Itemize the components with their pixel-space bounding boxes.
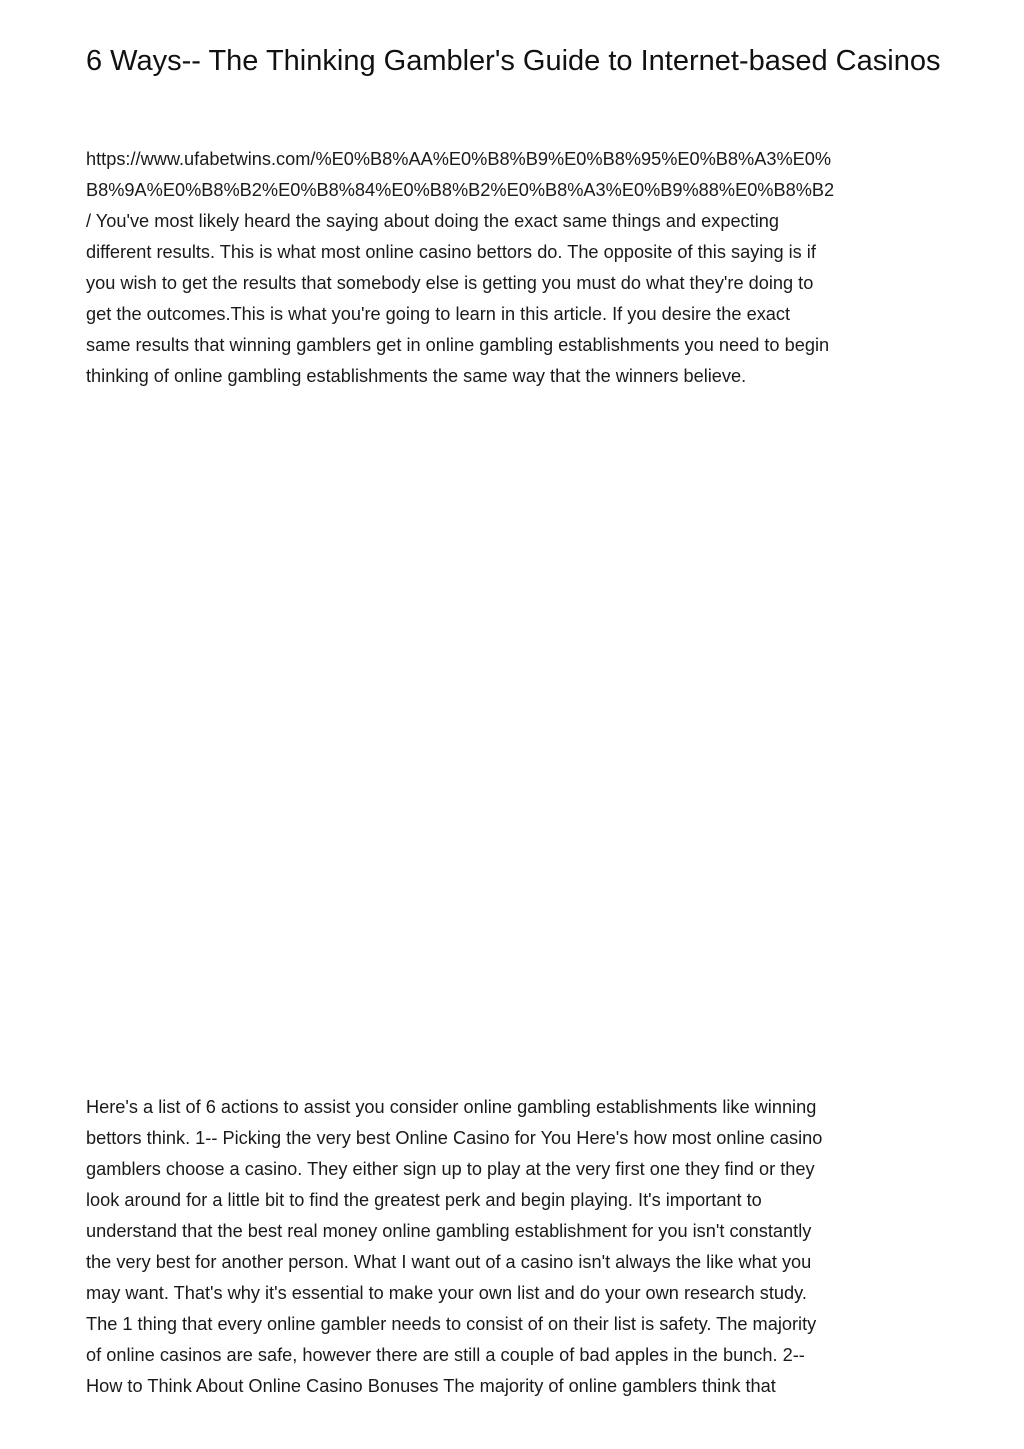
paragraph-line: gamblers choose a casino. They either sign up to play at the very first one they find or they bbox=[86, 1159, 815, 1179]
paragraph-line: get the outcomes.This is what you're going to learn in this article. If you desire the exact bbox=[86, 304, 791, 324]
paragraph-line: you wish to get the results that somebody else is getting you must do what they're doing to bbox=[86, 273, 814, 293]
paragraph-line: thinking of online gambling establishments the same way that the winners believe. bbox=[86, 366, 747, 386]
paragraph-line: same results that winning gamblers get in online gambling establishments you need to begin bbox=[86, 335, 830, 355]
list-paragraph bbox=[86, 1092, 936, 1402]
intro-paragraph bbox=[86, 144, 951, 392]
paragraph-line: look around for a little bit to find the greatest perk and begin playing. It's important to bbox=[86, 1190, 762, 1210]
paragraph-line: https://www.ufabetwins.com/%E0%B8%AA%E0%B8%B9%E0%B8%95%E0%B8%A3%E0% bbox=[86, 149, 832, 169]
paragraph-line: the very best for another person. What I want out of a casino isn't always the like what you bbox=[86, 1252, 812, 1272]
paragraph-line: The 1 thing that every online gambler needs to consist of on their list is safety. The majority bbox=[86, 1314, 817, 1334]
paragraph-line: may want. That's why it's essential to make your own list and do your own research study. bbox=[86, 1283, 807, 1303]
paragraph-line: different results. This is what most online casino bettors do. The opposite of this saying is if bbox=[86, 242, 816, 262]
paragraph-line: B8%9A%E0%B8%B2%E0%B8%84%E0%B8%B2%E0%B8%A3%E0%B9%88%E0%B8%B2 bbox=[86, 180, 835, 200]
paragraph-line: How to Think About Online Casino Bonuses The majority of online gamblers think that bbox=[86, 1376, 776, 1396]
paragraph-line: understand that the best real money online gambling establishment for you isn't constantly bbox=[86, 1221, 812, 1241]
document-title: 6 Ways-- The Thinking Gambler's Guide to Internet-based Casinos bbox=[86, 45, 941, 77]
paragraph-line: Here's a list of 6 actions to assist you consider online gambling establishments like winning bbox=[86, 1097, 817, 1117]
paragraph-line: bettors think. 1-- Picking the very best Online Casino for You Here's how most online casino bbox=[86, 1128, 823, 1148]
paragraph-line: / You've most likely heard the saying about doing the exact same things and expecting bbox=[86, 211, 780, 231]
paragraph-line: of online casinos are safe, however there are still a couple of bad apples in the bunch. 2-- bbox=[86, 1345, 805, 1365]
